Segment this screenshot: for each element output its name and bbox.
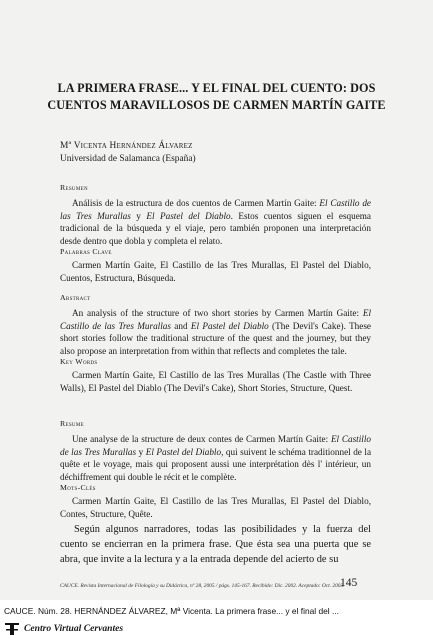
resume-text-a: Une analyse de la structure de deux contes de Carmen Martín Gaite: [72, 434, 331, 444]
resumen-title-1: El Castillo de las Tres Murallas [60, 198, 371, 221]
abstract-heading: Abstract [60, 293, 91, 302]
resume-keywords-heading: Mots-Clés [60, 483, 96, 492]
author-affiliation: Universidad de Salamanca (España) [60, 154, 196, 164]
resume-title-1: El Castillo de las Tres Murallas [60, 434, 371, 457]
resumen-keywords-heading: Palabras Clave [60, 247, 112, 256]
resumen-heading: Resumen [60, 183, 88, 192]
citation-link[interactable]: CAUCE. Núm. 28. HERNÁNDEZ ÁLVAREZ, Mª Vicenta. La primera frase... y el final del ... [4, 606, 339, 616]
resumen-text-b: y [130, 210, 147, 221]
resumen-text-a: Análisis de la estructura de dos cuentos de Carmen Martín Gaite: [72, 198, 320, 208]
article-title [30, 80, 403, 114]
journal-footer: CAUCE. Revista Internacional de Filología y su Didáctica, nº 28, 2005 / págs. 145-167. Recibido: Dic. 2002. Aceptado: Oct. 2003. [60, 583, 345, 589]
resume-title-2: El Pastel del Diablo [145, 446, 222, 457]
resume-heading: Resume [60, 419, 84, 428]
resumen-text-c: . Estos cuentos siguen el esquema tradicional de la búsqueda y el viaje, pero también proponen una interpretación desde dentro que dobla y completa el relato. [60, 210, 372, 246]
body-paragraph: Según algunos narradores, todas las posibilidades y la fuerza del cuento se encierran en la primera frase. Que ésta sea una puerta que se abra, que invite a la lectura y a la entrada depende del acierto de su [60, 524, 371, 565]
cvc-label[interactable]: Centro Virtual Cervantes [24, 623, 124, 634]
resume-text-c: , qui suivent le schéma traditionnel de la quête et le voyage, mais qui proposent aussi une interprétation dès l' intérieur, un déchiffrement qui double le récit et le complète. [60, 446, 372, 482]
resumen-text [60, 197, 371, 247]
abstract-title-2: El Pastel del Diablo [190, 320, 269, 331]
author-name: Mª Vicenta Hernández Álvarez [60, 141, 193, 151]
title-line-1: LA PRIMERA FRASE... Y EL FINAL DEL CUENTO: DOS [57, 81, 376, 95]
abstract-text-b: and [170, 320, 191, 331]
resume-keywords: Carmen Martín Gaite, El Castillo de las Tres Murallas, El Pastel del Diablo, Contes, Structure, Quête. [60, 496, 371, 519]
abstract-title-1: El Castillo de las Tres Murallas [60, 308, 371, 331]
abstract-text-c: (The Devil's Cake). These short stories follow the traditional structure of the quest and the journey, but they also propose an interpretation from within that reflects and completes the tale. [60, 320, 372, 356]
abstract-text-a: An analysis of the structure of two short stories by Carmen Martín Gaite: [72, 308, 363, 318]
resume-text [60, 433, 371, 483]
title-line-2: CUENTOS MARAVILLOSOS DE CARMEN MARTÍN GAITE [47, 98, 386, 112]
resume-text-b: y [136, 446, 146, 457]
resumen-title-2: El Pastel del Diablo [146, 210, 231, 221]
abstract-text [60, 307, 371, 357]
resumen-keywords: Carmen Martín Gaite, El Castillo de las Tres Murallas, El Pastel del Diablo, Cuentos, Estructura, Búsqueda. [60, 260, 371, 283]
abstract-keywords: Carmen Martín Gaite, El Castillo de las Tres Murallas (The Castle with Three Walls), El Pastel del Diablo (The Devil's Cake), Short Stories, Structure, Quest. [60, 370, 371, 393]
cvc-logo-icon [4, 622, 22, 636]
abstract-keywords-heading: Key Words [60, 357, 98, 366]
page-number: 145 [340, 577, 358, 589]
